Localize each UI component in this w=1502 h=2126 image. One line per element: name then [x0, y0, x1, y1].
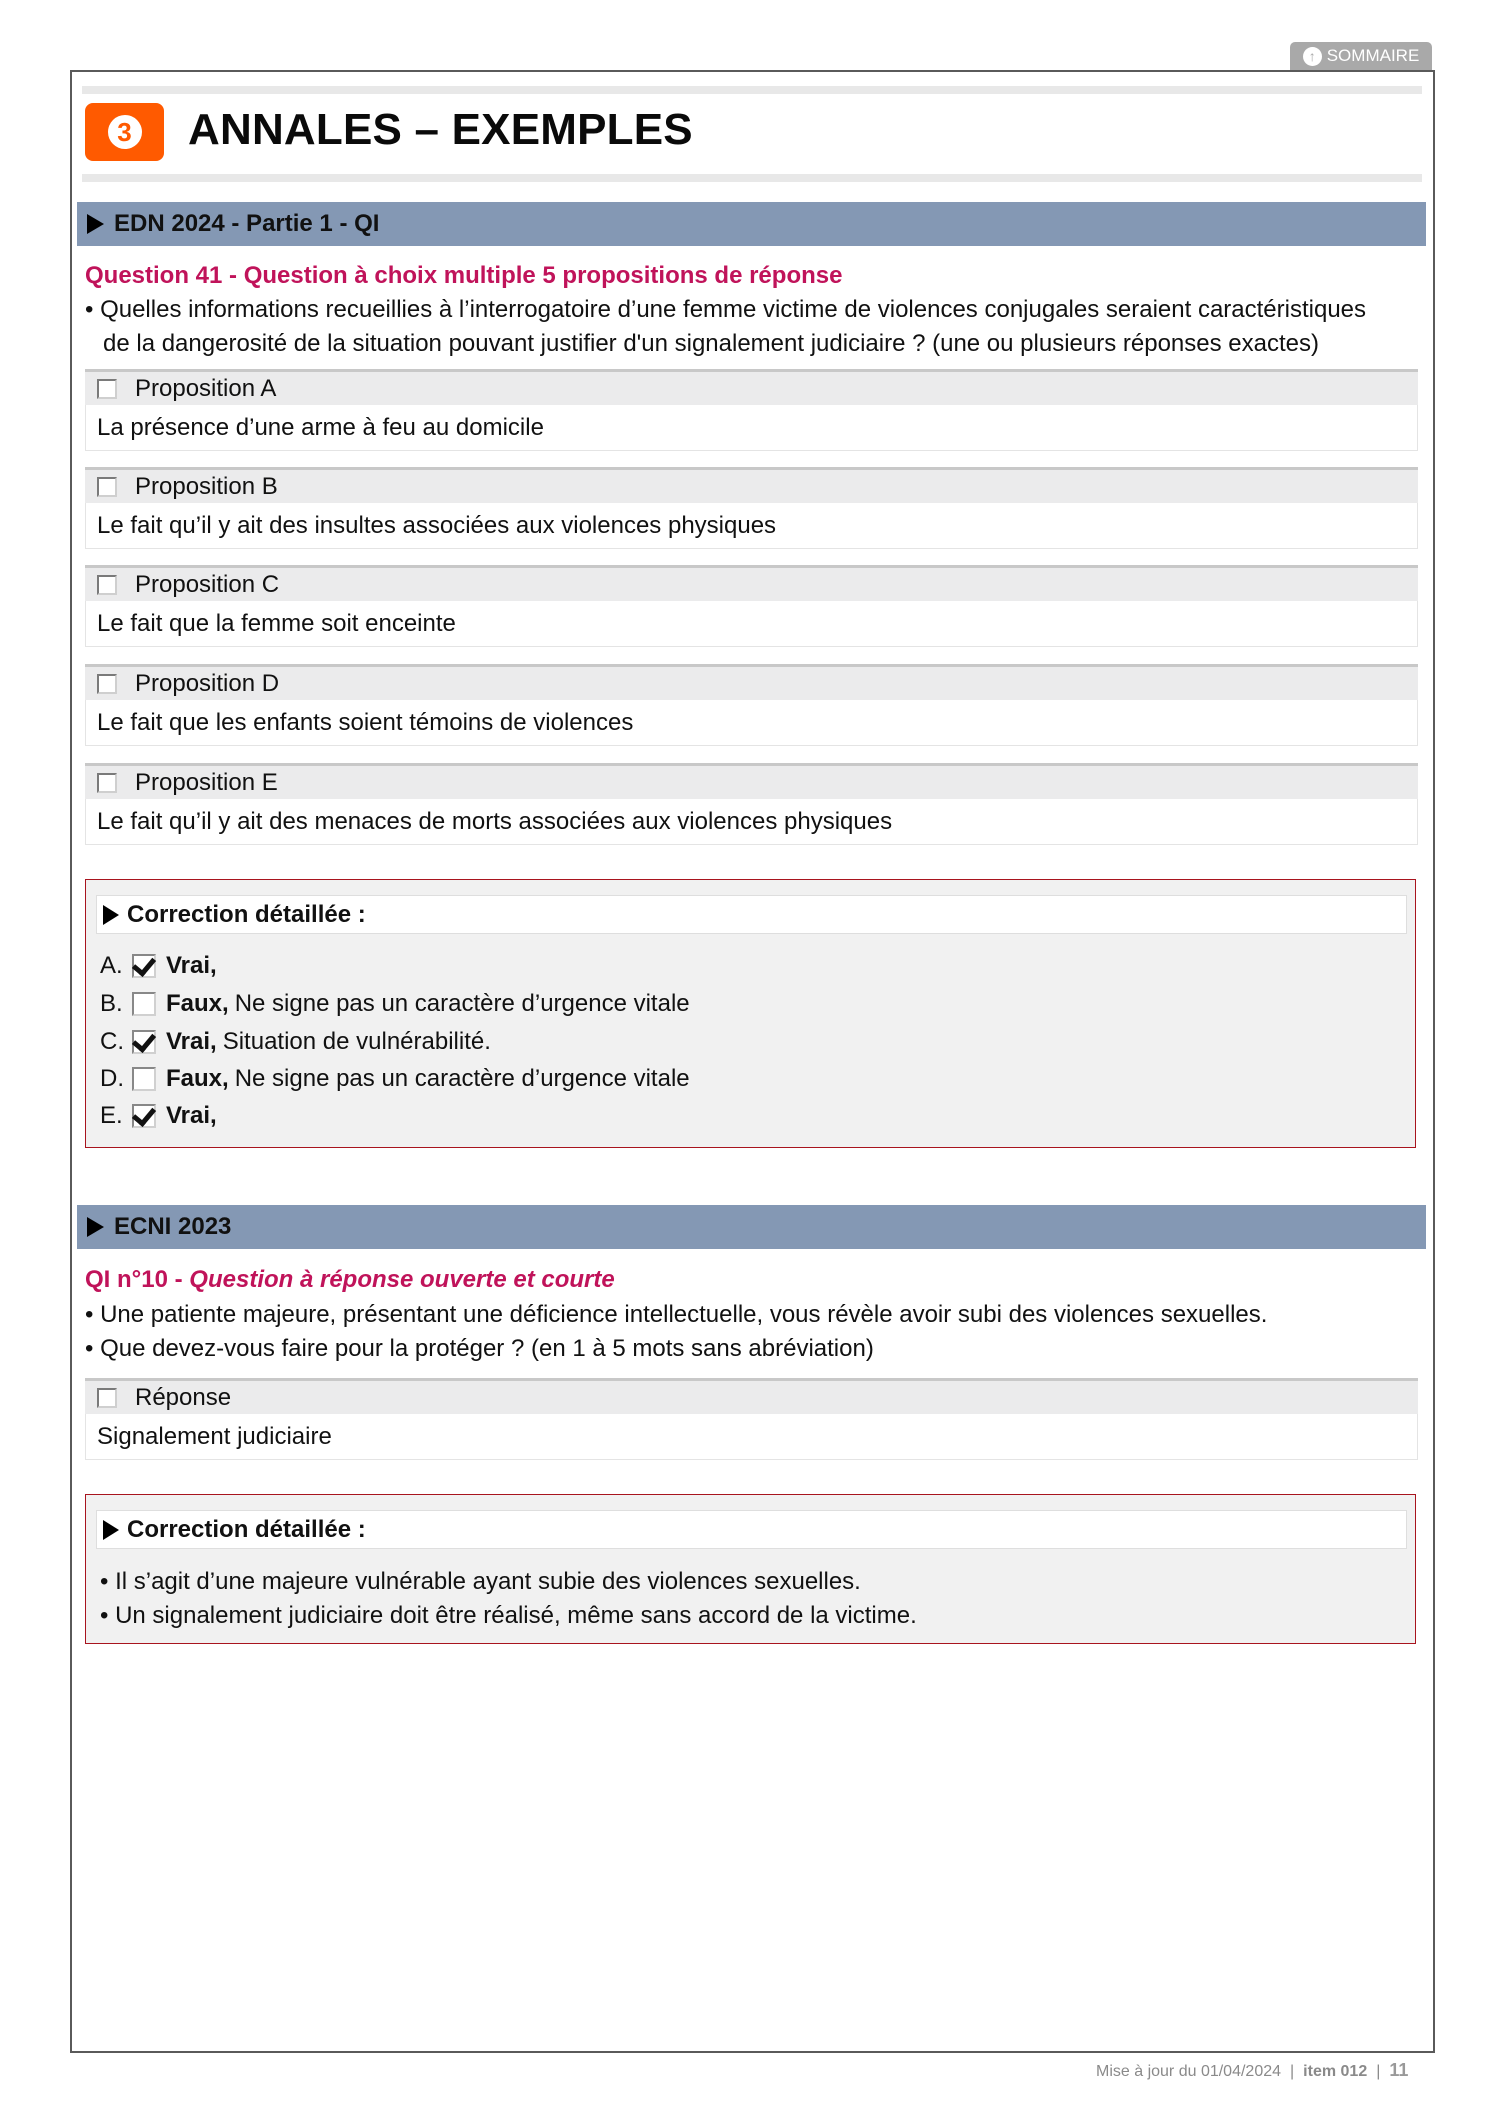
question-title-prefix: QI n°10 -	[85, 1266, 190, 1293]
section-label: ECNI 2023	[114, 1213, 232, 1240]
checked-box-icon	[132, 1030, 156, 1054]
proposition-e	[85, 763, 1418, 845]
header-top-rule	[82, 86, 1422, 94]
question-text-line: • Une patiente majeure, présentant une déficience intellectuelle, vous révèle avoir subi des violences sexuelles.	[85, 1301, 1268, 1328]
question-text-line: • Que devez-vous faire pour la protéger ? (en 1 à 5 mots sans abréviation)	[85, 1335, 874, 1362]
unchecked-box-icon	[132, 992, 156, 1016]
question-text-line: de la dangerosité de la situation pouvant justifier d'un signalement judiciaire ? (une ou plusieurs réponses exactes)	[103, 330, 1319, 357]
answer-letter: A.	[100, 952, 123, 979]
proposition-text: Le fait que la femme soit enceinte	[85, 601, 1418, 647]
page-title: ANNALES – EXEMPLES	[188, 105, 693, 154]
question-text	[85, 293, 1425, 361]
correction-bullet: • Il s’agit d’une majeure vulnérable ayant subie des violences sexuelles.	[100, 1568, 861, 1595]
proposition-label: Proposition A	[135, 374, 277, 402]
proposition-checkbox[interactable]	[97, 379, 117, 399]
answer-verdict: Faux,	[166, 1065, 229, 1092]
arrow-up-circle-icon: ↑	[1303, 47, 1322, 66]
footer-separator: |	[1376, 2063, 1381, 2080]
proposition-text: La présence d’une arme à feu au domicile	[85, 405, 1418, 451]
correction-box	[85, 1494, 1416, 1644]
checked-box-icon	[132, 1104, 156, 1128]
answer-verdict: Vrai,	[166, 1028, 217, 1055]
proposition-label: Proposition C	[135, 570, 280, 598]
proposition-c	[85, 565, 1418, 647]
response-checkbox[interactable]	[97, 1388, 117, 1408]
unchecked-box-icon	[132, 1067, 156, 1091]
question-text-line: • Quelles informations recueillies à l’interrogatoire d’une femme victime de violences conjugales seraient caractéristiques	[85, 296, 1367, 323]
triangle-right-icon	[87, 1217, 104, 1237]
item-number: item 012	[1303, 2063, 1368, 2080]
proposition-checkbox[interactable]	[97, 477, 117, 497]
header-bottom-rule	[82, 174, 1422, 182]
section-number: 3	[108, 115, 142, 149]
footer-separator: |	[1290, 2063, 1295, 2080]
answer-b	[100, 990, 690, 1018]
proposition-d	[85, 664, 1418, 746]
response-label: Réponse	[135, 1383, 232, 1411]
section-number-badge	[85, 103, 164, 161]
proposition-label: Proposition E	[135, 768, 278, 796]
response-text: Signalement judiciaire	[85, 1414, 1418, 1460]
proposition-label: Proposition B	[135, 472, 278, 500]
answer-letter: C.	[100, 1028, 124, 1055]
answer-a	[100, 952, 223, 980]
correction-title: Correction détaillée :	[127, 1515, 366, 1543]
answer-letter: B.	[100, 990, 123, 1017]
question-title-type: Question à réponse ouverte et courte	[189, 1266, 615, 1293]
correction-header[interactable]	[96, 895, 1407, 934]
checked-box-icon	[132, 954, 156, 978]
section-header-edn-2024[interactable]	[77, 202, 1426, 246]
answer-verdict: Vrai,	[166, 1102, 217, 1129]
triangle-right-icon	[103, 905, 119, 925]
triangle-right-icon	[103, 1520, 119, 1540]
proposition-label: Proposition D	[135, 669, 280, 697]
section-header-ecni-2023[interactable]	[77, 1205, 1426, 1249]
proposition-text: Le fait que les enfants soient témoins de violences	[85, 700, 1418, 746]
response-box	[85, 1378, 1418, 1460]
sommaire-label: SOMMAIRE	[1326, 46, 1420, 65]
section-label: EDN 2024 - Partie 1 - QI	[114, 210, 380, 237]
answer-comment: Ne signe pas un caractère d’urgence vitale	[234, 990, 690, 1017]
answer-comment: Situation de vulnérabilité.	[222, 1028, 491, 1055]
page-number: 11	[1389, 2060, 1409, 2080]
answer-e	[100, 1102, 223, 1130]
proposition-text: Le fait qu’il y ait des menaces de morts associées aux violences physiques	[85, 799, 1418, 845]
answer-verdict: Vrai,	[166, 952, 217, 979]
correction-box	[85, 879, 1416, 1148]
answer-comment: Ne signe pas un caractère d’urgence vitale	[234, 1065, 690, 1092]
question-title: Question 41 - Question à choix multiple 5 propositions de réponse	[85, 262, 843, 289]
proposition-checkbox[interactable]	[97, 773, 117, 793]
correction-bullet: • Un signalement judiciaire doit être réalisé, même sans accord de la victime.	[100, 1602, 917, 1629]
answer-c	[100, 1028, 491, 1056]
proposition-b	[85, 467, 1418, 549]
sommaire-button[interactable]	[1290, 42, 1432, 70]
proposition-checkbox[interactable]	[97, 575, 117, 595]
answer-d	[100, 1065, 690, 1093]
triangle-right-icon	[87, 214, 104, 234]
proposition-text: Le fait qu’il y ait des insultes associées aux violences physiques	[85, 503, 1418, 549]
correction-header[interactable]	[96, 1510, 1407, 1549]
answer-verdict: Faux,	[166, 990, 229, 1017]
proposition-a	[85, 369, 1418, 451]
correction-title: Correction détaillée :	[127, 900, 366, 928]
question-title	[85, 1266, 615, 1294]
question-text	[85, 1298, 1425, 1366]
page-footer	[1096, 2060, 1408, 2081]
update-date: Mise à jour du 01/04/2024	[1096, 2063, 1282, 2080]
answer-letter: E.	[100, 1102, 123, 1129]
answer-letter: D.	[100, 1065, 124, 1092]
proposition-checkbox[interactable]	[97, 674, 117, 694]
